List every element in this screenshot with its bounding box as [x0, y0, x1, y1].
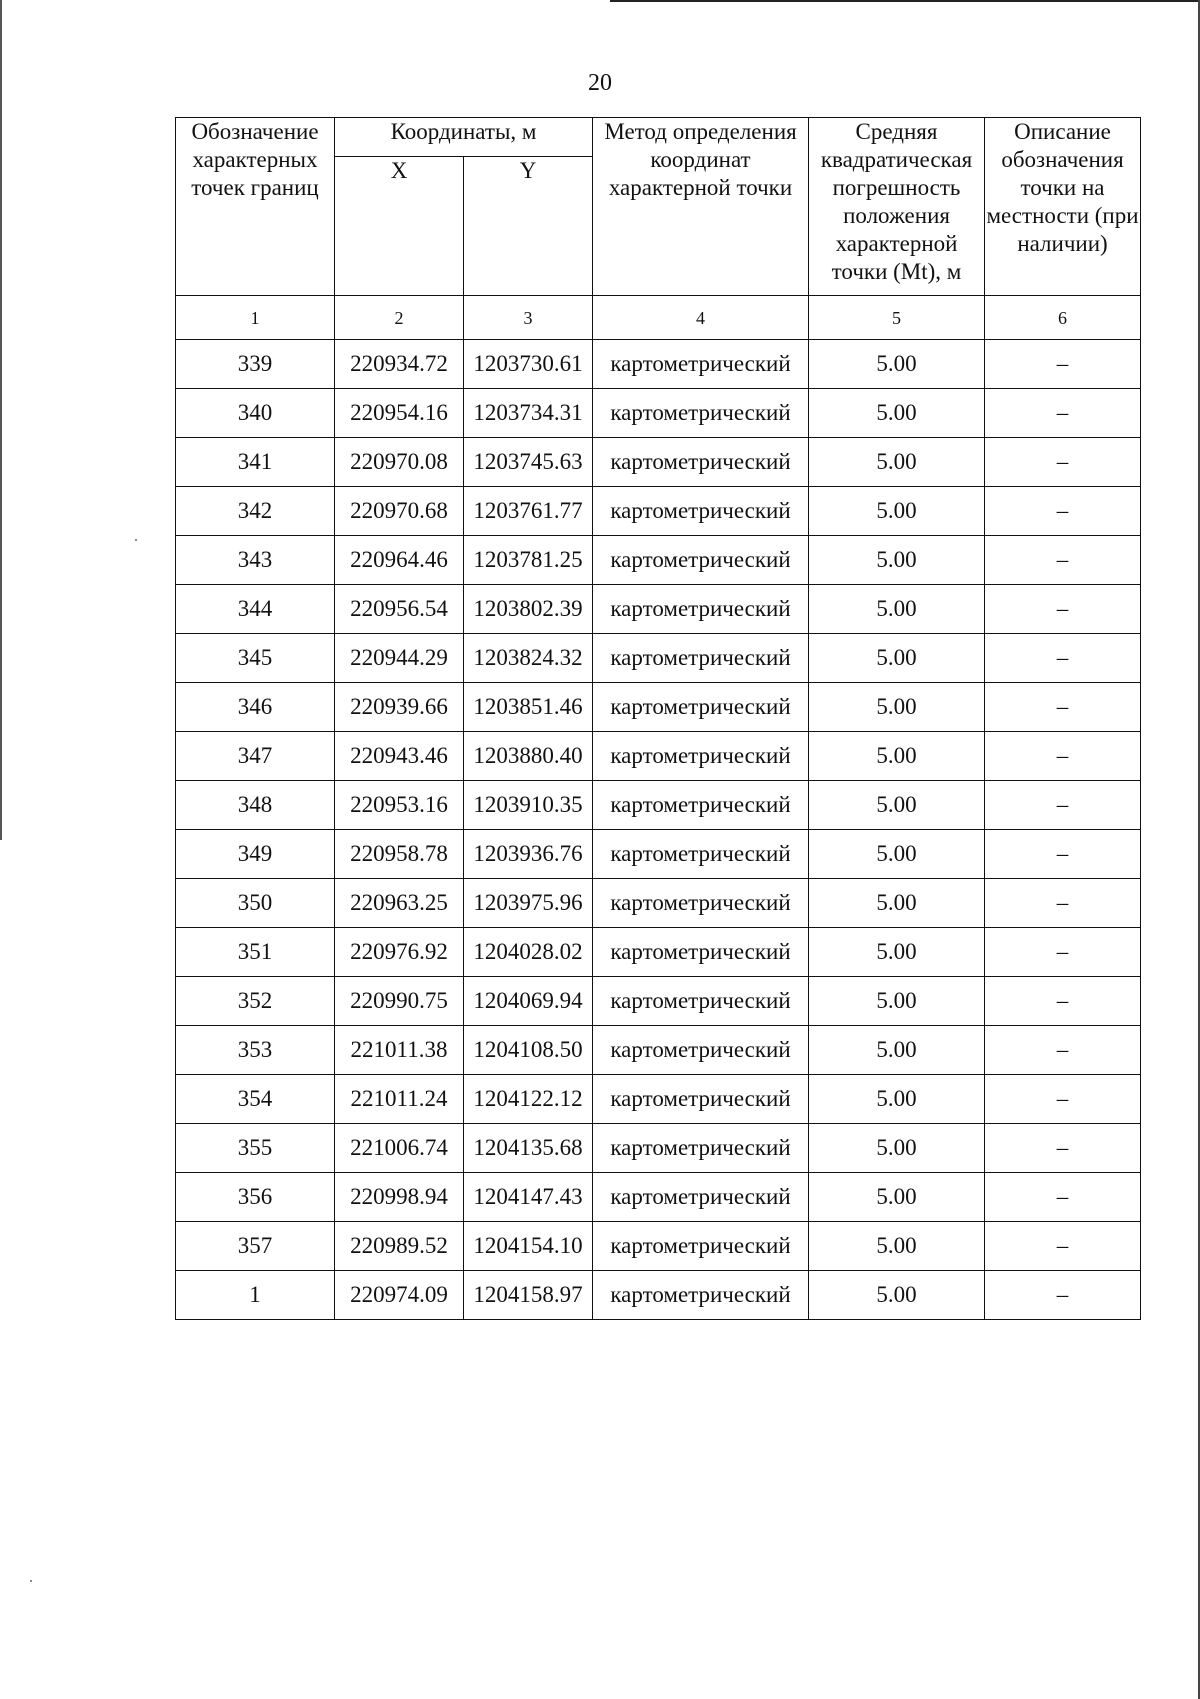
cell-point: 339: [176, 340, 335, 389]
table-row: [176, 634, 1141, 683]
table-row: [176, 1271, 1141, 1320]
header-description: Описание обозначения точки на местности (при наличии): [985, 118, 1141, 296]
cell-y: 1203734.31: [464, 389, 593, 438]
cell-accuracy: 5.00: [809, 487, 985, 536]
cell-point: 344: [176, 585, 335, 634]
cell-description: –: [985, 732, 1141, 781]
scan-speck: [135, 539, 137, 541]
column-number: 5: [809, 296, 985, 340]
cell-method: картометрический: [593, 1124, 809, 1173]
cell-description: –: [985, 634, 1141, 683]
column-number: 2: [335, 296, 464, 340]
cell-method: картометрический: [593, 1075, 809, 1124]
table-row: [176, 1222, 1141, 1271]
scan-speck: [30, 1580, 32, 1582]
cell-x: 220990.75: [335, 977, 464, 1026]
header-coordinates: Координаты, м: [335, 118, 593, 157]
cell-accuracy: 5.00: [809, 634, 985, 683]
cell-y: 1204147.43: [464, 1173, 593, 1222]
cell-x: 220970.68: [335, 487, 464, 536]
cell-description: –: [985, 1075, 1141, 1124]
table-row: [176, 438, 1141, 487]
cell-description: –: [985, 389, 1141, 438]
table-row: [176, 487, 1141, 536]
cell-description: –: [985, 928, 1141, 977]
cell-point: 348: [176, 781, 335, 830]
table-row: [176, 830, 1141, 879]
cell-point: 357: [176, 1222, 335, 1271]
cell-description: –: [985, 879, 1141, 928]
cell-y: 1203802.39: [464, 585, 593, 634]
cell-x: 220974.09: [335, 1271, 464, 1320]
cell-y: 1203761.77: [464, 487, 593, 536]
cell-y: 1204069.94: [464, 977, 593, 1026]
cell-description: –: [985, 683, 1141, 732]
cell-method: картометрический: [593, 438, 809, 487]
cell-x: 220944.29: [335, 634, 464, 683]
cell-method: картометрический: [593, 1026, 809, 1075]
cell-x: 221011.38: [335, 1026, 464, 1075]
cell-x: 220970.08: [335, 438, 464, 487]
table-row: [176, 1026, 1141, 1075]
cell-x: 220958.78: [335, 830, 464, 879]
cell-y: 1203745.63: [464, 438, 593, 487]
cell-point: 347: [176, 732, 335, 781]
cell-method: картометрический: [593, 1222, 809, 1271]
cell-point: 346: [176, 683, 335, 732]
header-point-designation: Обозначение характерных точек границ: [176, 118, 335, 296]
cell-x: 221011.24: [335, 1075, 464, 1124]
cell-y: 1204135.68: [464, 1124, 593, 1173]
cell-accuracy: 5.00: [809, 1026, 985, 1075]
cell-method: картометрический: [593, 487, 809, 536]
cell-description: –: [985, 585, 1141, 634]
column-number-row: [176, 296, 1141, 340]
cell-description: –: [985, 438, 1141, 487]
cell-x: 220998.94: [335, 1173, 464, 1222]
cell-y: 1203880.40: [464, 732, 593, 781]
cell-point: 354: [176, 1075, 335, 1124]
cell-description: –: [985, 1222, 1141, 1271]
cell-accuracy: 5.00: [809, 536, 985, 585]
cell-method: картометрический: [593, 340, 809, 389]
cell-method: картометрический: [593, 1271, 809, 1320]
cell-description: –: [985, 1124, 1141, 1173]
cell-accuracy: 5.00: [809, 1271, 985, 1320]
cell-method: картометрический: [593, 585, 809, 634]
cell-y: 1203781.25: [464, 536, 593, 585]
cell-method: картометрический: [593, 977, 809, 1026]
table-row: [176, 536, 1141, 585]
cell-accuracy: 5.00: [809, 928, 985, 977]
column-number: 3: [464, 296, 593, 340]
column-number: 1: [176, 296, 335, 340]
cell-accuracy: 5.00: [809, 1124, 985, 1173]
cell-point: 343: [176, 536, 335, 585]
cell-y: 1204028.02: [464, 928, 593, 977]
cell-x: 220963.25: [335, 879, 464, 928]
cell-method: картометрический: [593, 732, 809, 781]
cell-accuracy: 5.00: [809, 732, 985, 781]
table-row: [176, 781, 1141, 830]
table-row: [176, 1075, 1141, 1124]
cell-method: картометрический: [593, 879, 809, 928]
cell-y: 1203824.32: [464, 634, 593, 683]
cell-accuracy: 5.00: [809, 781, 985, 830]
cell-y: 1204154.10: [464, 1222, 593, 1271]
cell-point: 355: [176, 1124, 335, 1173]
coordinates-table: [175, 117, 1141, 1320]
cell-x: 220943.46: [335, 732, 464, 781]
column-number: 6: [985, 296, 1141, 340]
header-method: Метод определения координат характерной точки: [593, 118, 809, 296]
cell-description: –: [985, 1026, 1141, 1075]
table-row: [176, 585, 1141, 634]
cell-accuracy: 5.00: [809, 683, 985, 732]
cell-y: 1204158.97: [464, 1271, 593, 1320]
cell-point: 349: [176, 830, 335, 879]
cell-point: 341: [176, 438, 335, 487]
cell-point: 340: [176, 389, 335, 438]
cell-point: 345: [176, 634, 335, 683]
cell-description: –: [985, 830, 1141, 879]
table-row: [176, 928, 1141, 977]
cell-y: 1204122.12: [464, 1075, 593, 1124]
cell-description: –: [985, 1173, 1141, 1222]
scan-edge-top: [610, 0, 1200, 2]
table-row: [176, 389, 1141, 438]
cell-y: 1203730.61: [464, 340, 593, 389]
cell-description: –: [985, 977, 1141, 1026]
cell-accuracy: 5.00: [809, 1222, 985, 1271]
table-row: [176, 879, 1141, 928]
cell-accuracy: 5.00: [809, 1173, 985, 1222]
cell-method: картометрический: [593, 781, 809, 830]
cell-method: картометрический: [593, 634, 809, 683]
page-number: 20: [588, 70, 612, 96]
cell-point: 351: [176, 928, 335, 977]
cell-x: 220954.16: [335, 389, 464, 438]
cell-y: 1203910.35: [464, 781, 593, 830]
cell-method: картометрический: [593, 389, 809, 438]
table-row: [176, 683, 1141, 732]
cell-x: 220934.72: [335, 340, 464, 389]
cell-method: картометрический: [593, 1173, 809, 1222]
cell-x: 220953.16: [335, 781, 464, 830]
cell-accuracy: 5.00: [809, 340, 985, 389]
cell-point: 356: [176, 1173, 335, 1222]
cell-y: 1203975.96: [464, 879, 593, 928]
cell-accuracy: 5.00: [809, 389, 985, 438]
cell-x: 221006.74: [335, 1124, 464, 1173]
cell-x: 220976.92: [335, 928, 464, 977]
cell-method: картометрический: [593, 683, 809, 732]
cell-accuracy: 5.00: [809, 977, 985, 1026]
cell-x: 220956.54: [335, 585, 464, 634]
table-row: [176, 977, 1141, 1026]
cell-method: картометрический: [593, 928, 809, 977]
cell-description: –: [985, 340, 1141, 389]
cell-accuracy: 5.00: [809, 1075, 985, 1124]
cell-accuracy: 5.00: [809, 585, 985, 634]
scan-edge-left: [0, 0, 2, 840]
table-row: [176, 340, 1141, 389]
cell-x: 220964.46: [335, 536, 464, 585]
cell-accuracy: 5.00: [809, 830, 985, 879]
cell-point: 342: [176, 487, 335, 536]
cell-point: 350: [176, 879, 335, 928]
cell-description: –: [985, 781, 1141, 830]
header-accuracy: Средняя квадратическая погрешность положения характерной точки (Mt), м: [809, 118, 985, 296]
cell-y: 1203936.76: [464, 830, 593, 879]
table-row: [176, 732, 1141, 781]
cell-x: 220989.52: [335, 1222, 464, 1271]
cell-accuracy: 5.00: [809, 879, 985, 928]
header-x: X: [335, 157, 464, 296]
header-y: Y: [464, 157, 593, 296]
cell-method: картометрический: [593, 830, 809, 879]
cell-accuracy: 5.00: [809, 438, 985, 487]
cell-description: –: [985, 1271, 1141, 1320]
cell-point: 352: [176, 977, 335, 1026]
cell-y: 1204108.50: [464, 1026, 593, 1075]
cell-point: 353: [176, 1026, 335, 1075]
table-row: [176, 1173, 1141, 1222]
column-number: 4: [593, 296, 809, 340]
cell-x: 220939.66: [335, 683, 464, 732]
cell-description: –: [985, 487, 1141, 536]
cell-description: –: [985, 536, 1141, 585]
cell-y: 1203851.46: [464, 683, 593, 732]
cell-point: 1: [176, 1271, 335, 1320]
cell-method: картометрический: [593, 536, 809, 585]
table-row: [176, 1124, 1141, 1173]
